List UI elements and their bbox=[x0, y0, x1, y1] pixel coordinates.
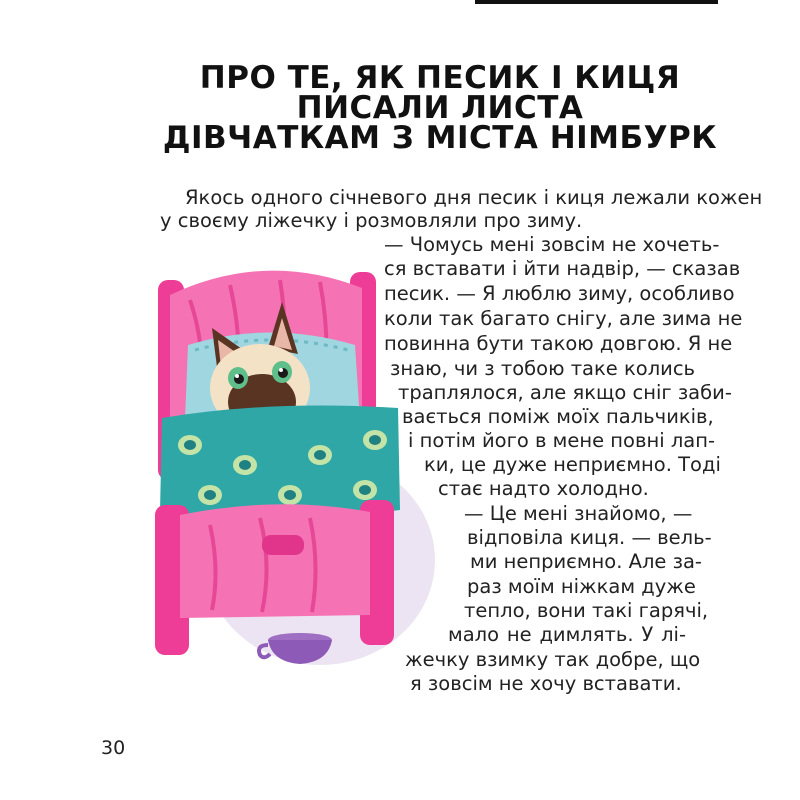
page-number: 30 bbox=[101, 737, 126, 759]
text-line: стає надто холодно. bbox=[438, 477, 649, 500]
text-line: знаю, чи з тобою таке колись bbox=[390, 357, 696, 380]
text-line: відповіла киця. — вель- bbox=[467, 526, 712, 549]
text-line: траплялося, але якщо сніг заби- bbox=[398, 381, 732, 404]
text-line: у своєму ліжечку і розмовляли про зиму. bbox=[160, 209, 583, 232]
text-line: коли так багато снігу, але зима не bbox=[384, 307, 743, 330]
story-title-line-3: ДІВЧАТКАМ З МІСТА НІМБУРК bbox=[162, 120, 718, 156]
text-line: — Це мені знайомо, — bbox=[464, 502, 693, 525]
text-line: ся вставати і йти надвір, — сказав bbox=[384, 257, 741, 280]
footboard-plaque bbox=[262, 535, 304, 555]
text-line: — Чомусь мені зовсім не хочеть- bbox=[384, 233, 720, 256]
text-line: і потім його в мене повні лап- bbox=[408, 429, 716, 452]
top-rule bbox=[475, 0, 718, 4]
footboard bbox=[180, 504, 370, 618]
text-line: мало не димлять. У лі- bbox=[448, 623, 686, 646]
text-line: вається поміж моїх пальчиків, bbox=[402, 405, 714, 428]
blanket bbox=[160, 406, 400, 518]
text-line: ки, це дуже неприємно. Тоді bbox=[424, 453, 721, 476]
text-line: жечку взимку так добре, що bbox=[405, 648, 701, 671]
story-title-line-2: ПИСАЛИ ЛИСТА bbox=[296, 90, 584, 126]
text-line: тепло, вони такі гарячі, bbox=[464, 599, 709, 622]
text-line: песик. — Я люблю зиму, особливо bbox=[384, 282, 735, 305]
text-line: повинна бути такою довгою. Я не bbox=[384, 332, 733, 355]
text-line: раз моїм ніжкам дуже bbox=[467, 575, 696, 598]
text-line: Якось одного січневого дня песик і киця лежали кожен bbox=[185, 186, 763, 209]
story-title-line-1: ПРО ТЕ, ЯК ПЕСИК І КИЦЯ bbox=[199, 60, 681, 96]
cat-in-bed-illustration bbox=[150, 250, 440, 670]
text-line: я зовсім не хочу вставати. bbox=[410, 672, 682, 695]
text-line: ми неприємно. Але за- bbox=[470, 550, 702, 573]
